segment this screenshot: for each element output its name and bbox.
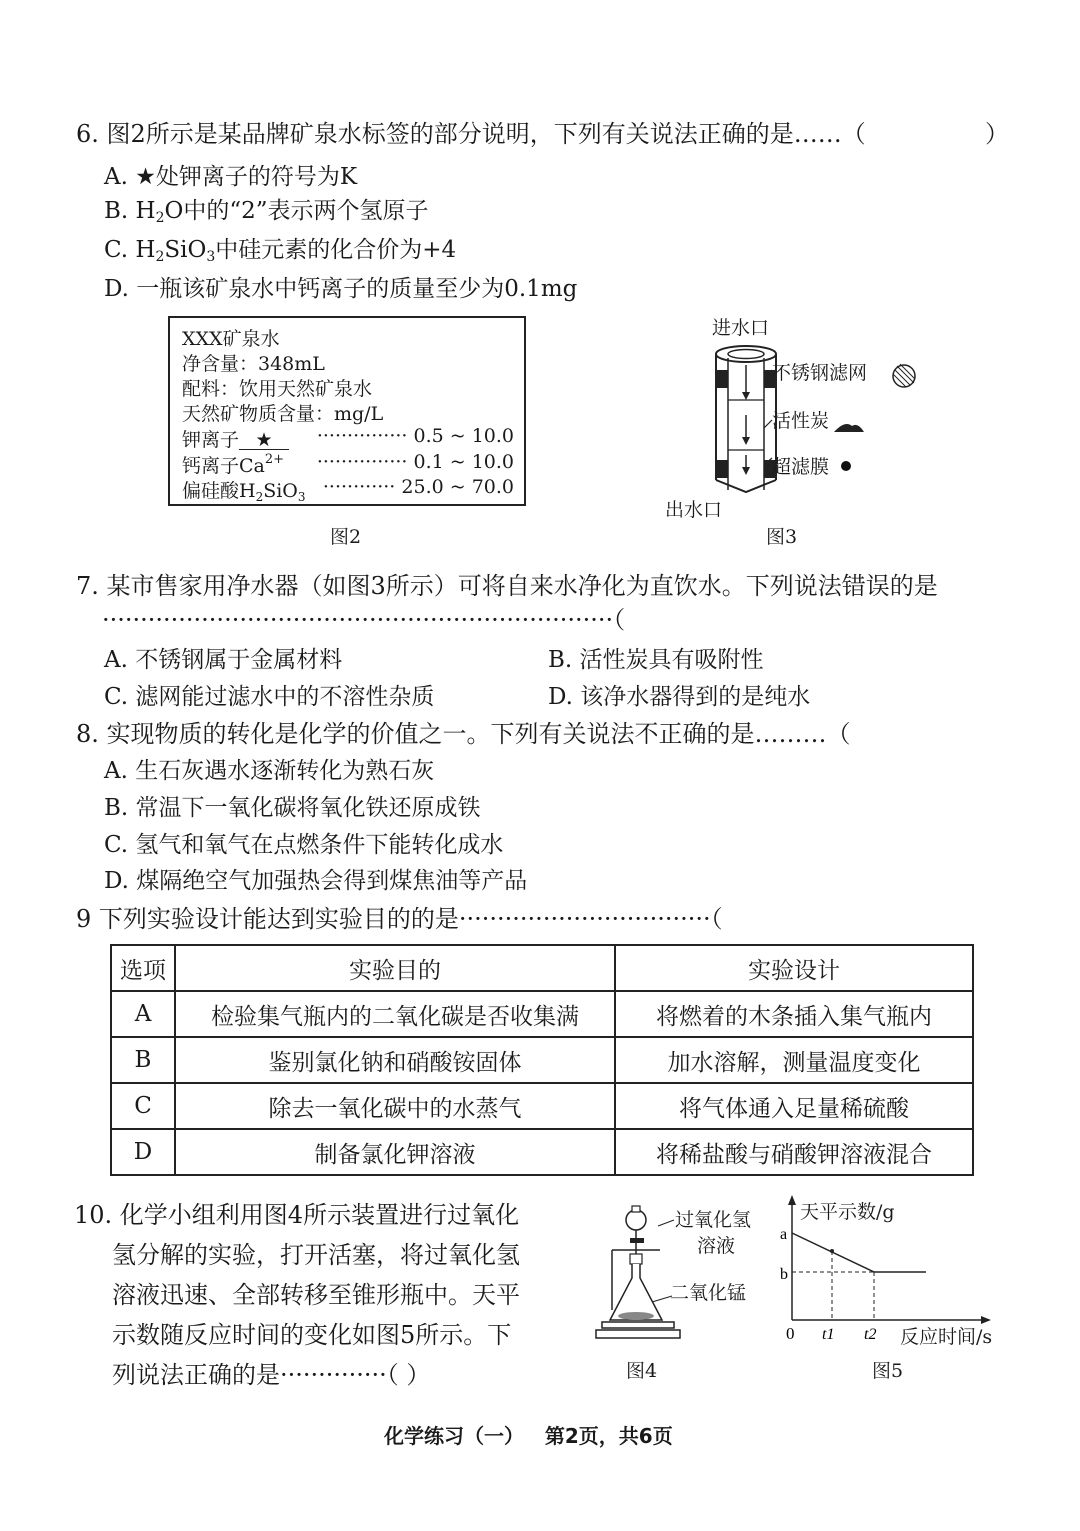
star-blank: ★ — [239, 431, 289, 450]
cell-option: A — [111, 991, 175, 1037]
label-ingredients: 配料：饮用天然矿泉水 — [182, 378, 373, 400]
q6-close-paren: ） — [985, 120, 1009, 148]
fig3-membrane-label: 超滤膜 — [772, 456, 830, 478]
fig3-outlet-label: 出水口 — [665, 499, 723, 521]
fig2-caption: 图2 — [330, 526, 362, 548]
fig2-label-box — [168, 316, 526, 506]
cell-design: 加水溶解，测量温度变化 — [615, 1037, 973, 1083]
table-row — [111, 1129, 973, 1175]
point-t1 — [830, 1249, 834, 1253]
q10-line: 氢分解的实验，打开活塞，将过氧化氢 — [112, 1241, 520, 1269]
q7-stem: 7. 某市售家用净水器（如图3所示）可将自来水净化为直饮水。下列说法错误的是 — [76, 572, 938, 600]
label-calcium: 钙离子$Ca^{2+}$ — [182, 452, 285, 477]
fig3-caption: 图3 — [766, 526, 798, 548]
y-axis-arrow — [788, 1195, 796, 1205]
header-design: 实验设计 — [615, 945, 973, 991]
q7-dots: ···································································（ — [102, 606, 626, 634]
y-tick-b: b — [780, 1266, 788, 1283]
q8-option-a: A. 生石灰遇水逐渐转化为熟石灰 — [104, 758, 435, 784]
cell-design: 将气体通入足量稀硫酸 — [615, 1083, 973, 1129]
cell-purpose: 检验集气瓶内的二氧化碳是否收集满 — [175, 991, 615, 1037]
label-mineral-unit: 天然矿物质含量：mg/L — [182, 403, 384, 425]
q7-option-d: D. 该净水器得到的是纯水 — [548, 684, 811, 710]
label-potassium: 钾离子 ★ — [182, 425, 289, 452]
cell-purpose: 鉴别氯化钠和硝酸铵固体 — [175, 1037, 615, 1083]
fig4-h2o2-label-2: 溶液 — [697, 1235, 736, 1257]
q8-option-d: D. 煤隔绝空气加强热会得到煤焦油等产品 — [104, 868, 528, 894]
y-tick-a: a — [780, 1226, 788, 1243]
fig4-h2o2-label-1: 过氧化氢 — [675, 1209, 752, 1231]
page-footer: 化学练习（一） 第2页，共6页 — [384, 1424, 673, 1448]
q10-line: 溶液迅速、全部转移至锥形瓶中。天平 — [112, 1281, 520, 1309]
q10-line: 10. 化学小组利用图4所示装置进行过氧化 — [74, 1201, 520, 1229]
cell-option: C — [111, 1083, 175, 1129]
q6-option-c: C. $H_2SiO_3$中硅元素的化合价为+4 — [104, 237, 457, 265]
q7-option-a: A. 不锈钢属于金属材料 — [104, 647, 343, 673]
table-header-row — [111, 945, 973, 991]
fig5-caption: 图5 — [872, 1360, 904, 1382]
q6-option-a: A. ★处钾离子的符号为K — [104, 164, 358, 190]
x-tick-t2: t2 — [864, 1326, 877, 1340]
fig3-carbon-label: 活性炭 — [772, 410, 830, 432]
label-silicic-acid: 偏硅酸$H_2SiO_3$ — [182, 480, 306, 504]
q6-option-b: B. $H_2O$中的“2”表示两个氢原子 — [104, 198, 429, 226]
fig4-mno2-label: 二氧化锰 — [670, 1282, 747, 1304]
q9-table — [110, 944, 974, 1176]
cell-option: B — [111, 1037, 175, 1083]
cell-design: 将稀盐酸与硝酸钾溶液混合 — [615, 1129, 973, 1175]
fig3-mesh-label: 不锈钢滤网 — [772, 362, 868, 384]
q7-option-c: C. 滤网能过滤水中的不溶性杂质 — [104, 684, 435, 710]
cell-option: D — [111, 1129, 175, 1175]
table-row — [111, 1037, 973, 1083]
x-tick-t1: t1 — [822, 1326, 835, 1340]
fig3-inlet-label: 进水口 — [712, 317, 770, 339]
label-net-content: 净含量：348mL — [182, 353, 325, 375]
fig5-xlabel: 反应时间/s — [900, 1326, 993, 1348]
cell-purpose: 制备氯化钾溶液 — [175, 1129, 615, 1175]
table-row — [111, 991, 973, 1037]
cell-design: 将燃着的木条插入集气瓶内 — [615, 991, 973, 1037]
q8-stem: 8. 实现物质的转化是化学的价值之一。下列有关说法不正确的是………（ — [76, 720, 851, 748]
q6-option-d: D. 一瓶该矿泉水中钙离子的质量至少为0.1mg — [104, 276, 578, 302]
fig4-caption: 图4 — [626, 1360, 658, 1382]
q6-stem: 6. 图2所示是某品牌矿泉水标签的部分说明，下列有关说法正确的是……（ — [76, 120, 866, 148]
label-title: XXX矿泉水 — [182, 328, 280, 350]
label-calcium-value: ··············· 0.1 ~ 10.0 — [316, 451, 514, 473]
header-option: 选项 — [111, 945, 175, 991]
origin-label: 0 — [786, 1324, 795, 1340]
table-row — [111, 1083, 973, 1129]
header-purpose: 实验目的 — [175, 945, 615, 991]
label-silicic-acid-value: ············ 25.0 ~ 70.0 — [322, 476, 514, 498]
q8-option-c: C. 氢气和氧气在点燃条件下能转化成水 — [104, 832, 504, 858]
q10-stem — [74, 1195, 574, 1395]
q10-line: 示数随反应时间的变化如图5所示。下 — [112, 1321, 512, 1349]
q10-line: 列说法正确的是··············（ ） — [112, 1361, 431, 1389]
fig5-ylabel: 天平示数/g — [800, 1201, 895, 1223]
q8-option-b: B. 常温下一氧化碳将氧化铁还原成铁 — [104, 795, 481, 821]
q9-stem: 9 下列实验设计能达到实验目的的是·································（ — [76, 905, 723, 933]
q7-option-b: B. 活性炭具有吸附性 — [548, 647, 764, 673]
label-potassium-value: ··············· 0.5 ~ 10.0 — [316, 425, 514, 447]
cell-purpose: 除去一氧化碳中的水蒸气 — [175, 1083, 615, 1129]
